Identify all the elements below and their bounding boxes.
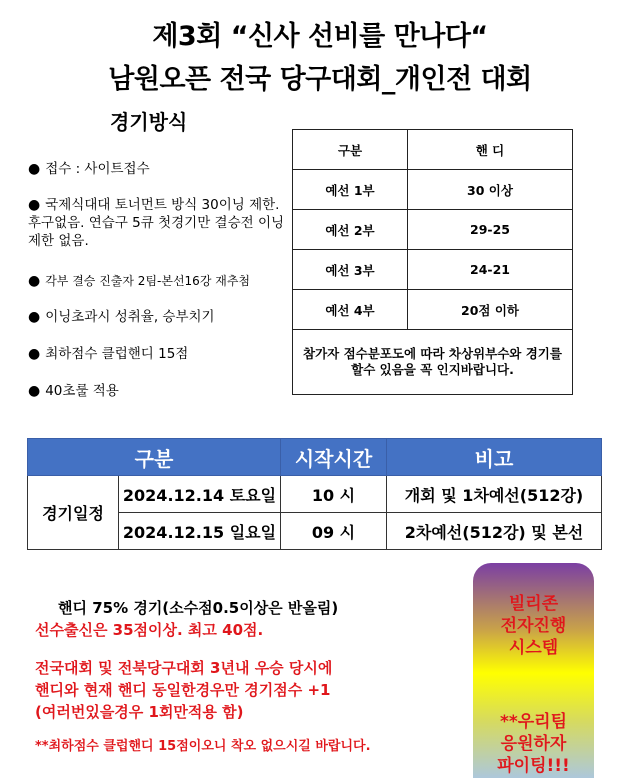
table-note-row — [293, 330, 573, 395]
header-cell: 구분 — [293, 130, 408, 170]
title-line-2: 남원오픈 전국 당구대회_개인전 대회 — [108, 64, 532, 95]
handicap-cell: 29-25 — [408, 210, 573, 250]
promo-line: 응원하자 — [500, 734, 567, 754]
division-cell: 예선 3부 — [293, 250, 408, 290]
promo-line: 파이팅!!! — [497, 756, 570, 776]
bullet-icon: ● — [28, 346, 41, 362]
handicap-table — [292, 129, 573, 395]
minimum-score-note: **최하점수 클럽핸디 15점이오니 착오 없으시길 바랍니다. — [35, 739, 371, 754]
promo-line: 전자진행 — [500, 616, 567, 636]
date-cell: 2024.12.15 일요일 — [119, 513, 281, 550]
promo-line: 시스템 — [508, 638, 559, 658]
bullet-icon: ● — [28, 161, 41, 177]
bullet-icon: ● — [28, 197, 41, 213]
promo-banner — [473, 563, 594, 778]
division-cell: 예선 2부 — [293, 210, 408, 250]
pro-player-note: 선수출신은 35점이상. 최고 40점. — [35, 621, 264, 639]
handicap-cell: 20점 이하 — [408, 290, 573, 330]
title-line-1: 제3회 “신사 선비를 만나다“ — [152, 21, 488, 52]
rule-item — [28, 382, 288, 400]
rule-text: 국제식대대 토너먼트 방식 30이닝 제한. 후구없음. 연습구 5큐 첫경기만 결승전 이닝제한 없음. — [28, 197, 285, 249]
date-cell: 2024.12.14 토요일 — [119, 476, 281, 513]
table-header-row — [293, 130, 573, 170]
header-cell: 구분 — [28, 439, 281, 476]
rule-text: 각부 결승 진출자 2팀-본선16강 재추첨 — [45, 274, 251, 288]
promo-line: 빌리존 — [508, 594, 559, 614]
schedule-table — [27, 438, 602, 550]
division-cell: 예선 1부 — [293, 170, 408, 210]
header-cell: 시작시간 — [281, 439, 387, 476]
rule-text: 이닝초과시 성취율, 승부치기 — [45, 309, 215, 325]
row-label-cell: 경기일정 — [28, 476, 119, 550]
division-cell: 예선 4부 — [293, 290, 408, 330]
table-header-row — [28, 439, 602, 476]
rules-heading: 경기방식 — [110, 110, 188, 134]
rule-item — [28, 272, 298, 290]
table-row — [28, 476, 602, 513]
handicap-cell: 30 이상 — [408, 170, 573, 210]
time-cell: 09 시 — [281, 513, 387, 550]
rule-text: 40초룰 적용 — [45, 383, 119, 399]
handicap-cell: 24-21 — [408, 250, 573, 290]
bullet-icon: ● — [28, 383, 41, 399]
header-cell: 핸 디 — [408, 130, 573, 170]
table-row — [293, 250, 573, 290]
remark-cell: 개회 및 1차예선(512강) — [387, 476, 602, 513]
rule-text: 접수 : 사이트접수 — [45, 161, 150, 177]
header-cell: 비고 — [387, 439, 602, 476]
winner-note-3: (여러번있을경우 1회만적용 함) — [35, 703, 244, 721]
remark-cell: 2차예선(512강) 및 본선 — [387, 513, 602, 550]
rule-item — [28, 196, 288, 250]
table-row — [293, 170, 573, 210]
rule-item — [28, 308, 288, 326]
table-row — [293, 290, 573, 330]
rule-item — [28, 345, 288, 363]
rule-item — [28, 160, 288, 178]
handicap-rule-note: 핸디 75% 경기(소수점0.5이상은 반올림) — [58, 599, 339, 617]
table-row — [293, 210, 573, 250]
time-cell: 10 시 — [281, 476, 387, 513]
winner-note-2: 핸디와 현재 핸디 동일한경우만 경기점수 +1 — [35, 681, 331, 699]
rule-text: 최하점수 클럽핸디 15점 — [45, 346, 189, 362]
note-cell: 참가자 점수분포도에 따라 차상위부수와 경기를 할수 있음을 꼭 인지바랍니다. — [293, 330, 573, 395]
bullet-icon: ● — [28, 273, 41, 289]
bullet-icon: ● — [28, 309, 41, 325]
winner-note-1: 전국대회 및 전북당구대회 3년내 우승 당시에 — [35, 659, 333, 677]
promo-line: **우리팀 — [499, 712, 568, 732]
